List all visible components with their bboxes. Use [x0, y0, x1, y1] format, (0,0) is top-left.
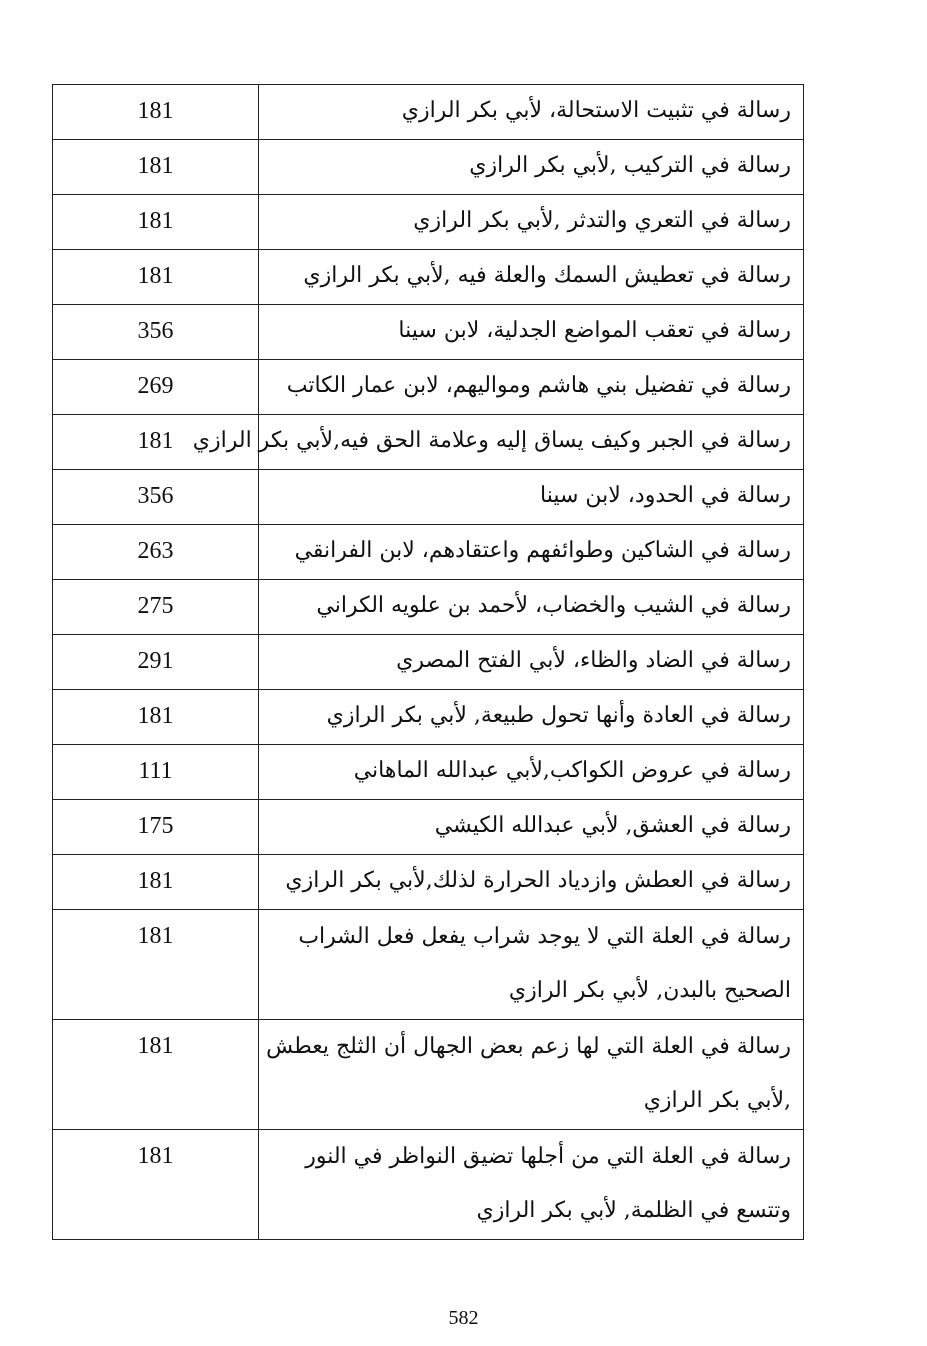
page-reference: 181 [53, 195, 259, 250]
table-row [53, 195, 804, 250]
table-row [53, 855, 804, 910]
page-reference: 181 [53, 1020, 259, 1130]
entry-title: رسالة في تفضيل بني هاشم ومواليهم، لابن عمار الكاتب [259, 360, 804, 415]
table-row [53, 690, 804, 745]
table-row [53, 580, 804, 635]
entry-title: رسالة في العطش وازدياد الحرارة لذلك,لأبي بكر الرازي [259, 855, 804, 910]
page-reference: 175 [53, 800, 259, 855]
page-reference: 291 [53, 635, 259, 690]
table-row [53, 250, 804, 305]
page-reference: 181 [53, 910, 259, 1020]
table-row [53, 470, 804, 525]
page-reference: 275 [53, 580, 259, 635]
page-reference: 263 [53, 525, 259, 580]
table-row [53, 1020, 804, 1130]
entry-title: رسالة في التركيب ,لأبي بكر الرازي [259, 140, 804, 195]
page-reference: 356 [53, 305, 259, 360]
entry-title: رسالة في العلة التي من أجلها تضيق النواظر في النور وتتسع في الظلمة, لأبي بكر الرازي [259, 1130, 804, 1240]
entry-title: رسالة في العشق, لأبي عبدالله الكيشي [259, 800, 804, 855]
page-reference: 181 [53, 855, 259, 910]
entry-title: رسالة في عروض الكواكب,لأبي عبدالله الماهاني [259, 745, 804, 800]
page-reference: 181 [53, 85, 259, 140]
page-reference: 181 [53, 1130, 259, 1240]
entry-title: رسالة في العلة التي لا يوجد شراب يفعل فعل الشراب الصحيح بالبدن, لأبي بكر الرازي [259, 910, 804, 1020]
table-row [53, 525, 804, 580]
page-number: 582 [448, 1307, 479, 1329]
page-reference: 181 [53, 690, 259, 745]
table-row [53, 360, 804, 415]
entry-title: رسالة في الشاكين وطوائفهم واعتقادهم، لابن الفرانقي [259, 525, 804, 580]
entry-title: رسالة في تعطيش السمك والعلة فيه ,لأبي بكر الرازي [259, 250, 804, 305]
table-row [53, 910, 804, 1020]
table-row [53, 305, 804, 360]
page-reference: 111 [53, 745, 259, 800]
index-table [52, 84, 804, 1240]
entry-title: رسالة في تثبيت الاستحالة، لأبي بكر الرازي [259, 85, 804, 140]
entry-title: رسالة في تعقب المواضع الجدلية، لابن سينا [259, 305, 804, 360]
entry-title: رسالة في الشيب والخضاب، لأحمد بن علويه الكراني [259, 580, 804, 635]
table-row [53, 800, 804, 855]
entry-title: رسالة في العلة التي لها زعم بعض الجهال أن الثلج يعطش ,لأبي بكر الرازي [259, 1020, 804, 1130]
entry-title: رسالة في التعري والتدثر ,لأبي بكر الرازي [259, 195, 804, 250]
page-reference: 181 [53, 250, 259, 305]
page-reference: 269 [53, 360, 259, 415]
page-reference: 181 [53, 415, 259, 470]
entry-title: رسالة في الضاد والظاء، لأبي الفتح المصري [259, 635, 804, 690]
table-row [53, 415, 804, 470]
page-reference: 181 [53, 140, 259, 195]
entry-title: رسالة في الجبر وكيف يساق إليه وعلامة الحق فيه,لأبي بكر الرازي [259, 415, 804, 470]
table-row [53, 140, 804, 195]
page-reference: 356 [53, 470, 259, 525]
entry-title: رسالة في الحدود، لابن سينا [259, 470, 804, 525]
table-row [53, 85, 804, 140]
entry-title: رسالة في العادة وأنها تحول طبيعة, لأبي بكر الرازي [259, 690, 804, 745]
table-row [53, 635, 804, 690]
table-row [53, 745, 804, 800]
table-row [53, 1130, 804, 1240]
